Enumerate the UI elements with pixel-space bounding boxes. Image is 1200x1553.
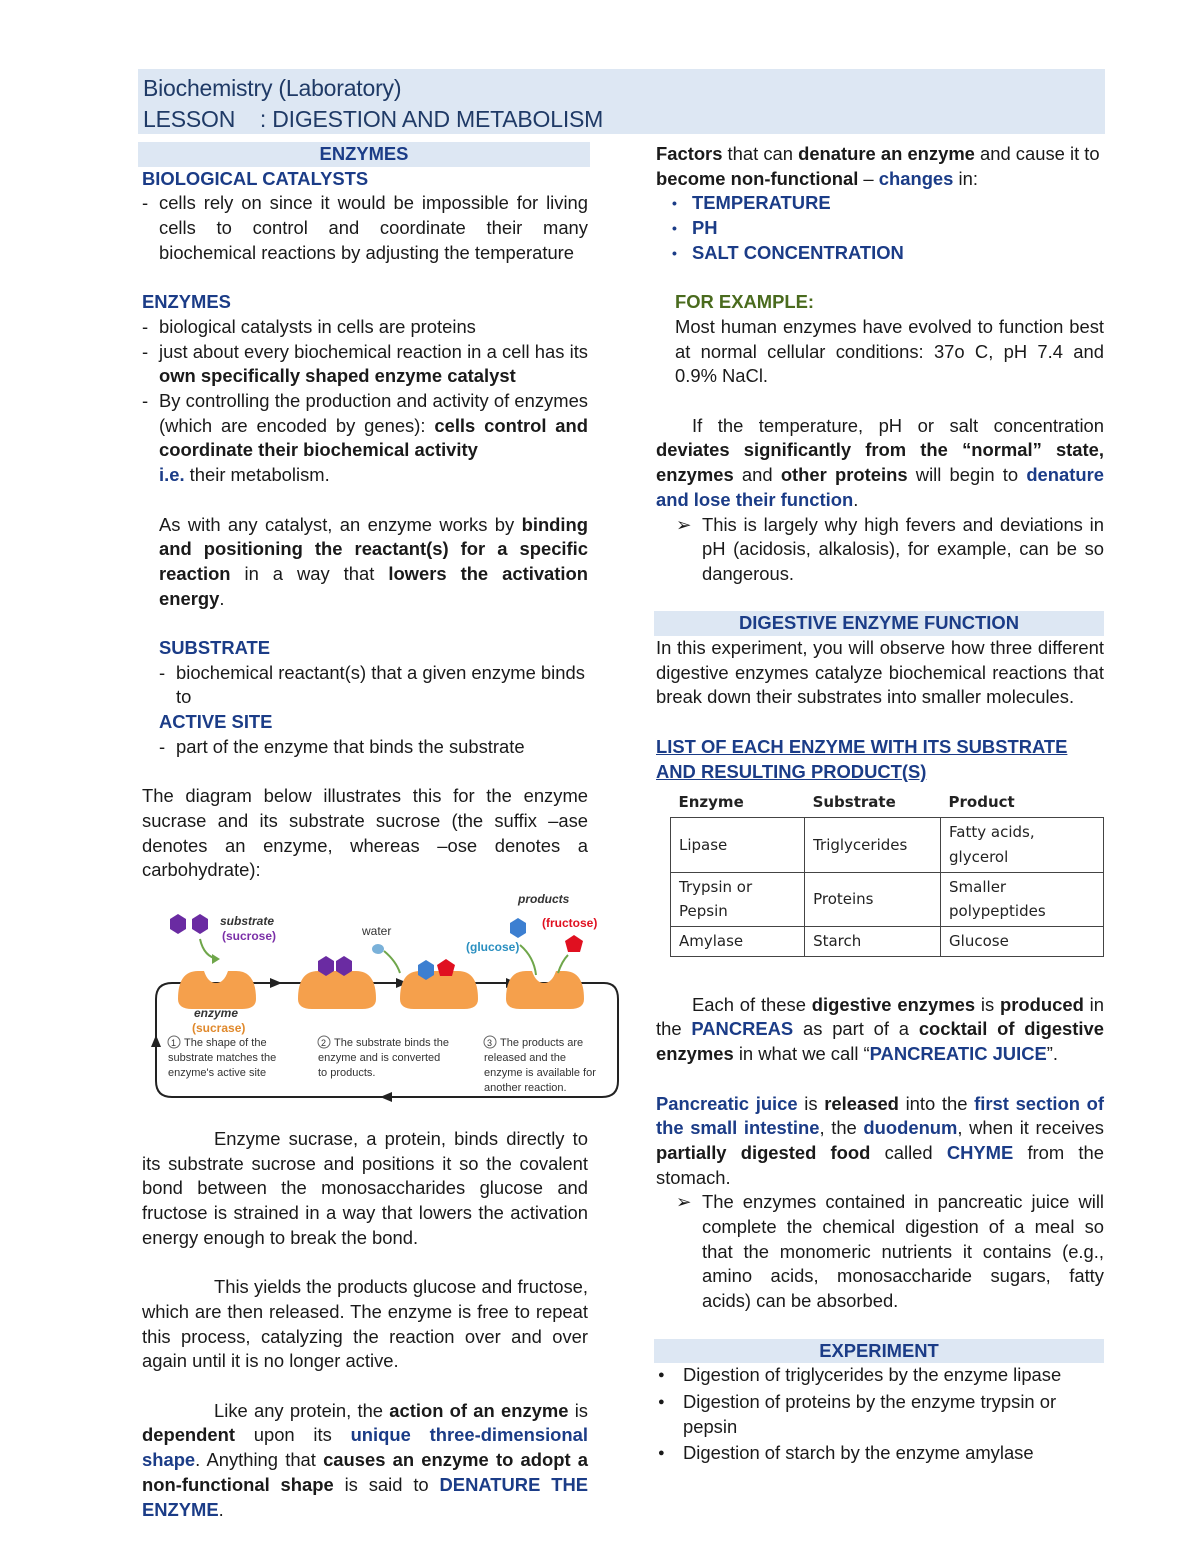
svg-text:enzyme's active site: enzyme's active site bbox=[168, 1067, 267, 1080]
products-label: products bbox=[518, 892, 570, 907]
fructose-label: (fructose) bbox=[542, 916, 598, 931]
fructose-pentagon bbox=[437, 959, 455, 976]
substrate-label: substrate bbox=[220, 914, 275, 929]
section-bar-experiment: EXPERIMENT bbox=[654, 1339, 1104, 1364]
cycle-arrow-up bbox=[151, 1035, 161, 1047]
list-item: • SALT CONCENTRATION bbox=[672, 241, 1104, 266]
svg-text:to products.: to products. bbox=[318, 1067, 376, 1080]
substrate-name: (sucrose) bbox=[222, 929, 277, 944]
list-item: ● Digestion of triglycerides by the enzyme lipase bbox=[656, 1363, 1104, 1388]
step-2 bbox=[318, 1036, 449, 1079]
heading-enzyme-list: LIST OF EACH ENZYME WITH ITS SUBSTRATE AND RESULTING PRODUCT(S) bbox=[656, 735, 1068, 782]
sucrase-paragraph: Enzyme sucrase, a protein, binds directly to its substrate sucrose and positions it so the covalent bond between the monosaccharides glucose and fructose is strained in a way that lowers the activation energy enough to break the bond. bbox=[142, 1128, 588, 1248]
list-item: - By controlling the production and activity of enzymes (which are encoded by genes): cells control and coordinate their biochemical activity bbox=[142, 389, 588, 463]
svg-text:substrate matches the: substrate matches the bbox=[168, 1052, 277, 1065]
experiment-list bbox=[656, 1363, 1104, 1466]
glucose-label: (glucose) bbox=[466, 940, 520, 955]
heading-enzymes: ENZYMES bbox=[142, 291, 231, 313]
list-item: - biological catalysts in cells are proteins bbox=[142, 315, 588, 340]
svg-text:enzyme and is converted: enzyme and is converted bbox=[318, 1052, 441, 1065]
enzyme-label: enzyme bbox=[194, 1006, 239, 1021]
arrow-icon: ➢ bbox=[676, 1191, 692, 1213]
table-row: Amylase Starch Glucose bbox=[671, 927, 1104, 957]
document-title: Biochemistry (Laboratory) bbox=[143, 75, 402, 101]
catalyst-paragraph: As with any catalyst, an enzyme works by binding and positioning the reactant(s) for a specific reaction in a way that lowers the activation energy. bbox=[159, 513, 588, 609]
cycle-arrow-left bbox=[380, 1092, 392, 1102]
svg-text:another reaction.: another reaction. bbox=[484, 1082, 567, 1095]
table-row: Trypsin or Pepsin Proteins Smaller polypeptides bbox=[671, 872, 1104, 926]
list-item: - biochemical reactant(s) that a given enzyme binds to bbox=[142, 661, 588, 710]
deviation-paragraph: If the temperature, pH or salt concentration deviates significantly from the “normal” state, enzymes and other proteins will begin to denature and lose their function. bbox=[656, 414, 1104, 510]
svg-text:1: 1 bbox=[171, 1038, 177, 1049]
diagram-intro: The diagram below illustrates this for the enzyme sucrase and its substrate sucrose (the suffix –ase denotes an enzyme, whereas –ose denotes a carbohydrate): bbox=[142, 785, 588, 881]
pancreas-paragraph: Each of these digestive enzymes is produced in the PANCREAS as part of a cocktail of digestive enzymes in what we call “PANCREATIC JUICE”. bbox=[656, 993, 1104, 1065]
list-item: - part of the enzyme that binds the substrate bbox=[142, 735, 588, 760]
sucrase-diagram bbox=[142, 887, 626, 1111]
protein-shape-paragraph: Like any protein, the action of an enzyme is dependent upon its unique three-dimensional shape. Anything that causes an enzyme to adopt a non-functional shape is said to DENATURE THE ENZYME. bbox=[142, 1399, 588, 1520]
list-item: ● Digestion of proteins by the enzyme trypsin or pepsin bbox=[656, 1390, 1104, 1439]
section-bar-digestive: DIGESTIVE ENZYME FUNCTION bbox=[654, 611, 1104, 636]
svg-text:The products are: The products are bbox=[500, 1037, 584, 1050]
arrow-bullet: ➢ The enzymes contained in pancreatic juice will complete the chemical digestion of a meal so that the monomeric nutrients it contains (e.g., amino acids, monosaccharide sugars, fatty acids) can be absorbed. bbox=[676, 1191, 1104, 1312]
list-item: • TEMPERATURE bbox=[672, 191, 1104, 216]
enzyme-shape bbox=[178, 971, 256, 1009]
table-header-row: Enzyme Substrate Product bbox=[678, 793, 1015, 812]
water-droplet bbox=[372, 944, 384, 954]
factor-list bbox=[656, 191, 1104, 265]
svg-text:3: 3 bbox=[487, 1038, 493, 1049]
enzyme-shape bbox=[506, 971, 584, 1009]
arrow-bullet: ➢ This is largely why high fevers and deviations in pH (acidosis, alkalosis), for example, can be so dangerous. bbox=[676, 513, 1104, 584]
ie-line: i.e. their metabolism. bbox=[159, 464, 330, 486]
yields-paragraph: This yields the products glucose and fructose, which are then released. The enzyme is free to repeat this process, catalyzing the reaction over and over again until it is no longer active. bbox=[142, 1276, 588, 1372]
step-3 bbox=[484, 1036, 596, 1094]
list-item: ● Digestion of starch by the enzyme amylase bbox=[656, 1441, 1104, 1466]
section-bar-enzymes: ENZYMES bbox=[138, 142, 590, 167]
enzyme-products-complex bbox=[400, 971, 478, 1009]
pancreatic-juice-paragraph: Pancreatic juice is released into the first section of the small intestine, the duodenum, when it receives partially digested food called CHYME from the stomach. bbox=[656, 1092, 1104, 1188]
svg-text:The shape of the: The shape of the bbox=[184, 1037, 267, 1050]
enzyme-name: (sucrase) bbox=[192, 1021, 246, 1036]
enzyme-substrate-complex bbox=[298, 971, 376, 1009]
table-row: Lipase Triglycerides Fatty acids, glycerol bbox=[671, 818, 1104, 872]
digestive-paragraph: In this experiment, you will observe how three different digestive enzymes catalyze biochemical reactions that break down their substrates into smaller molecules. bbox=[656, 637, 1104, 708]
document-header bbox=[138, 69, 1105, 134]
example-paragraph: Most human enzymes have evolved to function best at normal cellular conditions: 37o C, pH 7.4 and 0.9% NaCl. bbox=[675, 315, 1104, 387]
right-column bbox=[656, 142, 1104, 1468]
cycle-arrow-right bbox=[270, 978, 282, 988]
heading-for-example: FOR EXAMPLE: bbox=[675, 291, 814, 313]
enzyme-table bbox=[670, 788, 1104, 957]
step-1 bbox=[168, 1036, 276, 1079]
water-label: water bbox=[362, 924, 392, 939]
list-item: - cells rely on since it would be impossible for living cells to control and coordinate their many biochemical reactions by adjusting the temperature bbox=[142, 191, 588, 265]
left-column bbox=[142, 142, 598, 1522]
lesson-title: LESSON : DIGESTION AND METABOLISM bbox=[143, 106, 604, 132]
arrow-icon: ➢ bbox=[676, 513, 692, 535]
heading-active-site: ACTIVE SITE bbox=[159, 711, 273, 733]
factors-paragraph: Factors that can denature an enzyme and cause it to become non-functional – changes in: bbox=[656, 143, 1100, 189]
heading-biological-catalysts: BIOLOGICAL CATALYSTS bbox=[142, 167, 369, 189]
list-item: • PH bbox=[672, 216, 1104, 241]
svg-text:The substrate binds the: The substrate binds the bbox=[334, 1037, 449, 1050]
list-item: - just about every biochemical reaction in a cell has its own specifically shaped enzyme catalyst bbox=[142, 340, 588, 389]
svg-text:enzyme is available for: enzyme is available for bbox=[484, 1067, 596, 1080]
svg-text:released and the: released and the bbox=[484, 1052, 566, 1065]
heading-substrate: SUBSTRATE bbox=[159, 637, 271, 659]
svg-text:2: 2 bbox=[321, 1038, 327, 1049]
